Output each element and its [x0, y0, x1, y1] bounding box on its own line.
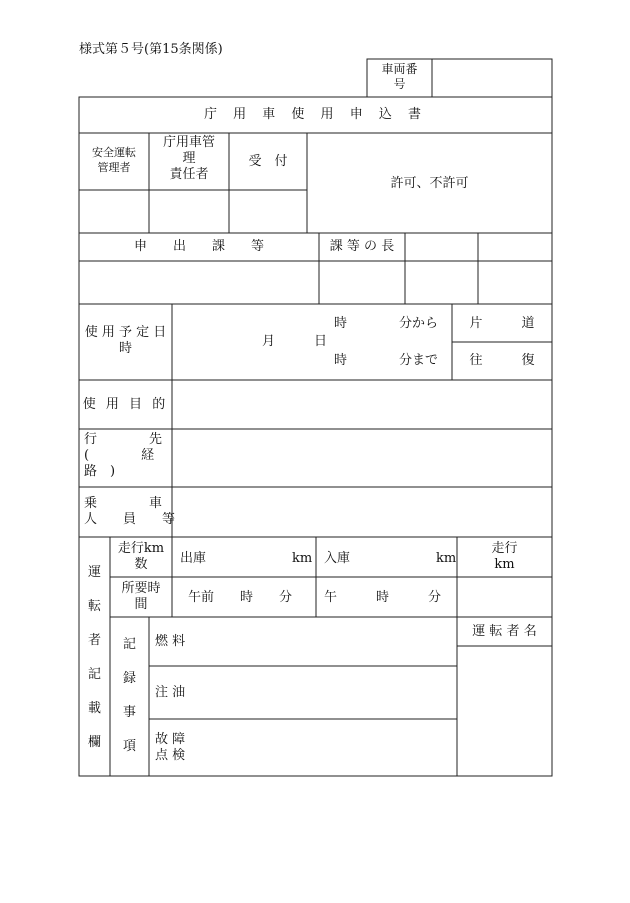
driver-section-char-6: 欄: [87, 735, 101, 750]
driver-name-field[interactable]: [458, 647, 551, 775]
dept-chief-label: 課 等 の 長: [329, 239, 395, 254]
am-time: 午前 時 分: [188, 590, 293, 605]
travel-distance-label: [457, 541, 552, 573]
pm-time: 午 時 分: [324, 590, 442, 605]
vehicle-number-label-line1: 車両番: [381, 62, 418, 76]
depart-unit: km: [292, 551, 313, 566]
form-number: 様式第５号(第15条関係): [79, 42, 223, 57]
depart-label: 出庫: [180, 551, 207, 566]
driver-name-label: 運 転 者 名: [472, 624, 537, 639]
driver-section-char-3: 者: [87, 633, 101, 648]
arrive-label: 入庫: [324, 551, 351, 566]
applicant-dept-label: 申 出 課 等: [133, 239, 264, 254]
one-way-option[interactable]: 片 道: [469, 316, 535, 331]
vehicle-manager-line2: 理: [182, 151, 196, 166]
duration-label-line1: 所要時: [121, 581, 161, 596]
passengers-field[interactable]: [173, 488, 551, 536]
duration-label: [110, 581, 172, 613]
schedule-label: [79, 325, 172, 357]
applicant-dept-field[interactable]: [80, 262, 318, 303]
record-char-4: 項: [122, 739, 136, 754]
driver-section-char-2: 転: [87, 599, 101, 614]
driver-section-char-1: 運: [87, 565, 101, 580]
driver-section-char-4: 記: [87, 667, 101, 682]
travel-label-line1: 走行: [491, 541, 518, 556]
inspection-line1: 故 障: [155, 732, 186, 747]
safety-manager-label: [79, 145, 149, 175]
destination-label-line3: 路 ): [84, 464, 116, 479]
dept-chief-field[interactable]: [320, 262, 404, 303]
safety-manager-stamp-field[interactable]: [80, 191, 148, 232]
schedule-date: 月 日: [262, 334, 328, 349]
fuel-label: 燃 料: [155, 634, 186, 649]
vehicle-number-label-line2: 号: [393, 77, 406, 91]
arrive-unit: km: [436, 551, 457, 566]
distance-label: [110, 541, 172, 573]
duration-label-line2: 間: [134, 597, 148, 612]
passengers-label-line2: 人 員 等: [84, 512, 176, 527]
schedule-label-line1: 使 用 予 定 日: [84, 325, 167, 340]
round-trip-option[interactable]: 往 復: [469, 353, 535, 368]
vehicle-manager-label: [149, 135, 229, 183]
schedule-label-line2: 時: [118, 341, 132, 356]
destination-label-line2: ( 経: [84, 448, 155, 463]
destination-label-line1: 行 先: [84, 432, 163, 447]
vehicle-number-label: [367, 62, 432, 92]
vehicle-number-field[interactable]: [433, 60, 551, 96]
permission-label: 許可、不許可: [390, 176, 469, 191]
passengers-label: [84, 496, 175, 528]
vehicle-manager-line1: 庁用車管: [162, 135, 215, 150]
page-title: 庁 用 車 使 用 申 込 書: [204, 107, 427, 122]
distance-label-line1: 走行km: [117, 541, 165, 556]
record-char-2: 録: [122, 671, 136, 686]
oil-label: 注 油: [155, 685, 186, 700]
destination-label: [84, 432, 162, 480]
reception-stamp-field[interactable]: [230, 191, 306, 232]
record-char-3: 事: [122, 705, 136, 720]
safety-manager-line1: 安全運転: [92, 146, 136, 159]
schedule-from-time: 時 分から: [334, 316, 439, 331]
reception-label: 受 付: [248, 154, 288, 169]
inspection-label: [155, 732, 185, 764]
purpose-label: 使 用 目 的: [82, 397, 169, 412]
driver-section-label: [79, 556, 110, 760]
record-label: [110, 628, 149, 764]
vehicle-manager-stamp-field[interactable]: [150, 191, 228, 232]
travel-label-line2: km: [494, 557, 515, 572]
safety-manager-line2: 管理者: [97, 161, 131, 174]
passengers-label-line1: 乗 車: [84, 496, 163, 511]
inspection-line2: 点 検: [155, 748, 186, 763]
purpose-field[interactable]: [173, 381, 551, 428]
schedule-to-time: 時 分まで: [334, 353, 439, 368]
driver-section-char-5: 載: [87, 701, 101, 716]
record-char-1: 記: [122, 637, 136, 652]
vehicle-manager-line3: 責任者: [169, 167, 209, 182]
distance-label-line2: 数: [134, 557, 148, 572]
destination-field[interactable]: [173, 430, 551, 486]
